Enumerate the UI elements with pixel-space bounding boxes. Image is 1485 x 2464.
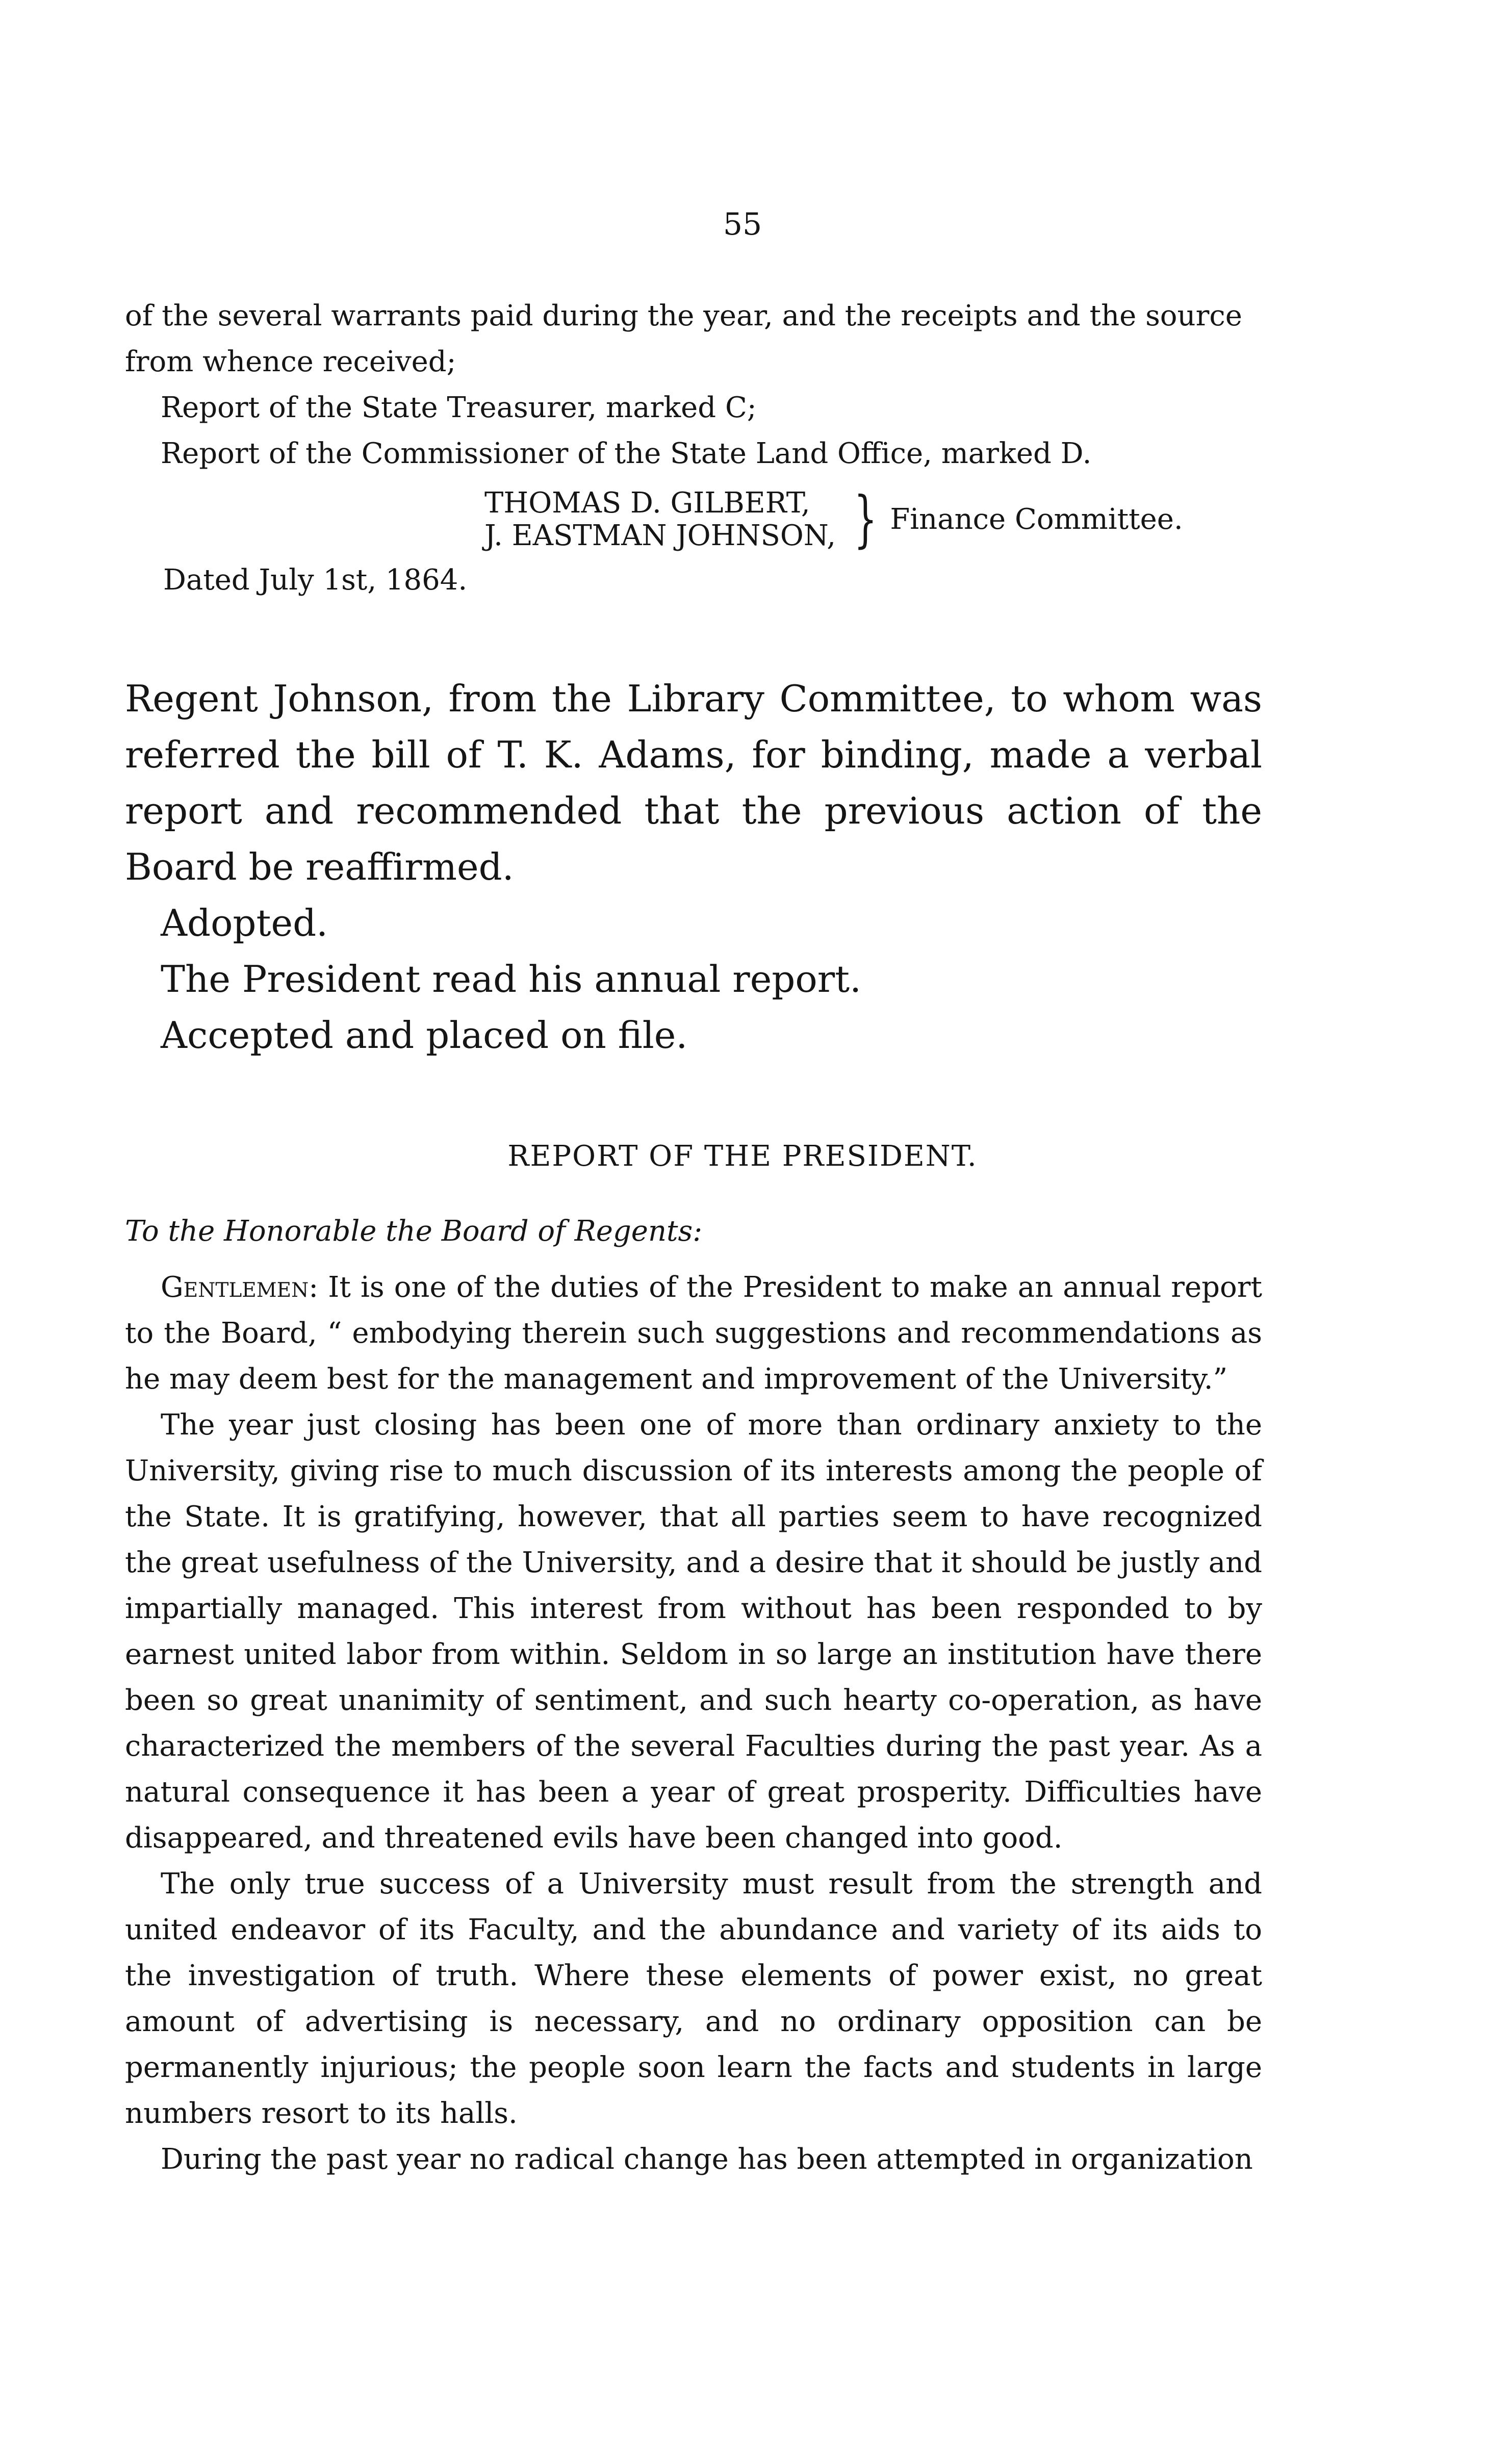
report-body [125,1265,1262,2183]
salutation: To the Honorable the Board of Regents: [125,1215,703,1248]
signatory-name-1: THOMAS D. GILBERT, [484,486,810,520]
intro-line: Report of the State Treasurer, marked C; [161,391,757,424]
dated-line: Dated July 1st, 1864. [163,563,468,597]
gentlemen-label: Gentlemen: [161,1271,319,1304]
body-paragraph [125,1265,1262,1402]
brace: } [854,484,878,555]
intro-line: Report of the Commissioner of the State Land Office, marked D. [161,437,1092,470]
adopted-line: Adopted. [161,902,328,944]
accepted-line: Accepted and placed on file. [161,1014,688,1057]
signatory-name-2: J. EASTMAN JOHNSON, [484,519,836,552]
body-paragraph: The year just closing has been one of more than ordinary anxiety to the University, giving rise to much discussion of its interests among the people of the State. It is gratifying, however, that all parties seem to have recognized the great usefulness of the University, and a desire that it should be justly and impartially managed. This interest from without has been responded to by earnest united labor from within. Seldom in so large an institution have there been so great unanimity of sentiment, and such hearty co-operation, as have characterized the members of the several Faculties during the past year. As a natural consequence it has been a year of great prosperity. Difficulties have disappeared, and threatened evils have been changed into good. [125,1408,1262,1855]
intro-line: from whence received; [125,345,456,378]
regent-paragraph: Regent Johnson, from the Library Committee, to whom was referred the bill of T. K. Adams, for binding, made a verbal report and recommended that the previous action of the Board be reaffirmed. [125,677,1262,888]
body-paragraph: During the past year no radical change has been attempted in organization [161,2143,1253,2176]
report-heading: REPORT OF THE PRESIDENT. [507,1140,978,1173]
intro-text [125,293,1262,477]
signatory-names [484,487,836,552]
committee-role: Finance Committee. [890,503,1183,536]
intro-line: of the several warrants paid during the year, and the receipts and the source [125,299,1242,332]
body-paragraph: The only true success of a University must result from the strength and united endeavor of its Faculty, and the abundance and variety of its aids to the investigation of truth. Where these elements of power exist, no great amount of advertising is necessary, and no ordinary opposition can be permanently injurious; the people soon learn the facts and students in large numbers resort to its halls. [125,1867,1262,2130]
page-number: 55 [723,207,762,242]
paragraph-text: It is one of the duties of the President to make an annual report to the Board, “ embodying therein such suggestions and recommendations as he may deem best for the management and improvement of the University.” [125,1271,1262,1396]
president-read-line: The President read his annual report. [161,958,861,1000]
regent-report-section [125,671,1262,1063]
finance-committee-signature [484,484,1183,555]
